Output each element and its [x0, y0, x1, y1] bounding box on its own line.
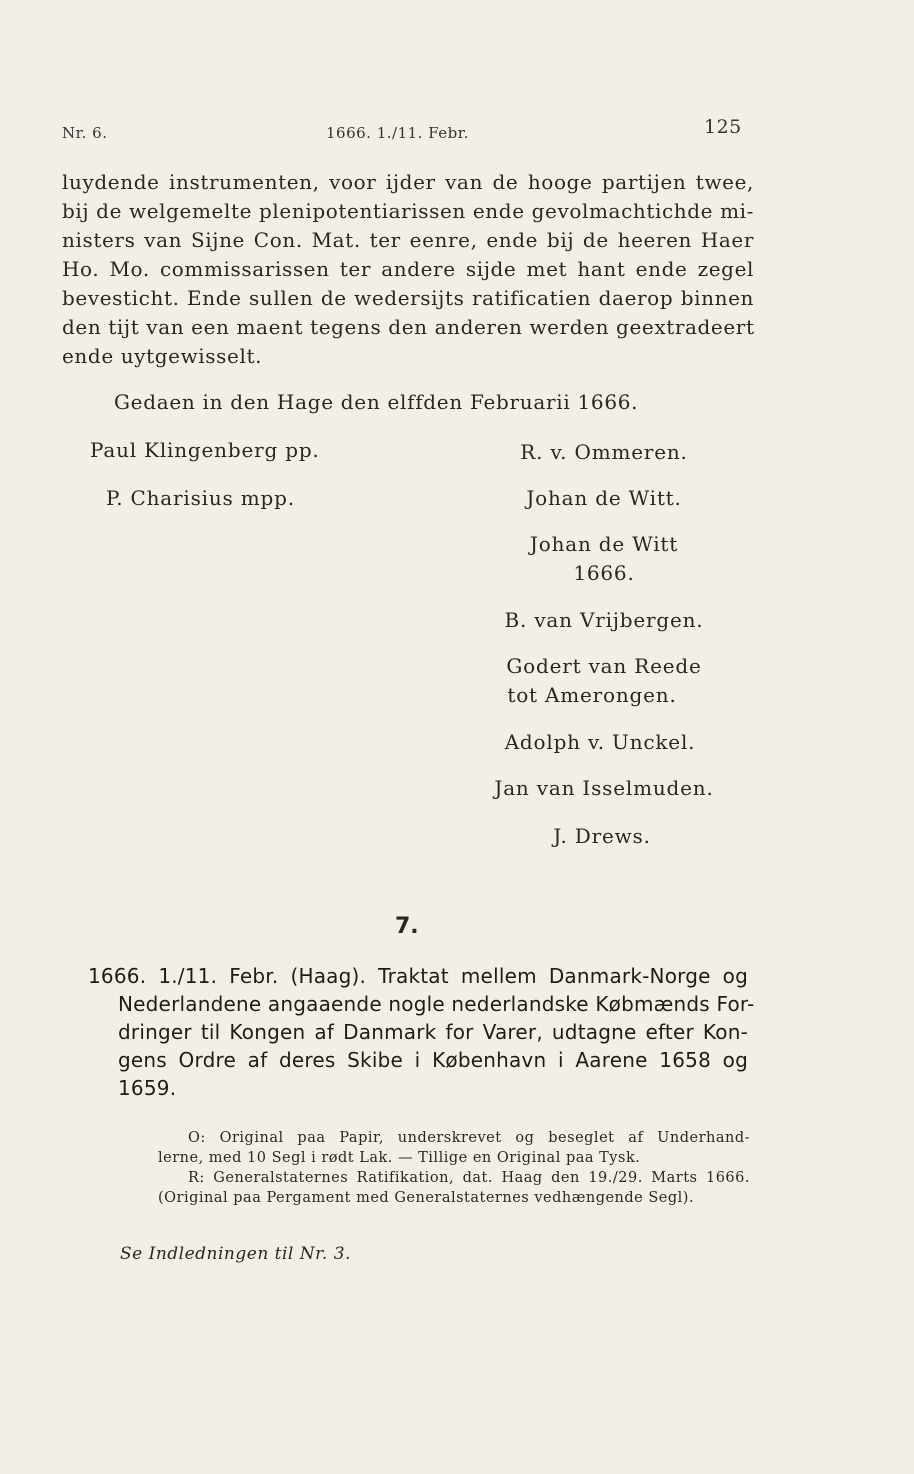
source-notes — [158, 1128, 750, 1208]
header-date: 1666. 1./11. Febr. — [326, 124, 470, 142]
summary-line: 1666. 1./11. Febr. (Haag). Traktat mellem Danmark-Norge og — [88, 964, 748, 988]
section-number: 7. — [395, 914, 419, 939]
note-line: R: Generalstaternes Ratifikation, dat. Haag den 19./29. Marts 1666. — [188, 1170, 750, 1186]
paragraph-line: luydende instrumenten, voor ijder van de hooge partijen twee, — [62, 170, 754, 194]
summary-line: dringer til Kongen af Danmark for Varer, udtagne efter Kon- — [118, 1020, 748, 1044]
cross-reference: Se Indledningen til Nr. 3. — [120, 1244, 351, 1264]
section-summary — [88, 962, 755, 1102]
summary-line: gens Ordre af deres Skibe i København i Aarene 1658 og — [118, 1048, 748, 1072]
signature-right: Jan van Isselmuden. — [494, 776, 714, 800]
treaty-paragraph — [62, 168, 754, 371]
signature-right: 1666. — [573, 561, 635, 585]
paragraph-line: bij de welgemelte plenipotentiarissen ende gevolmachtichde mi- — [62, 199, 754, 223]
signature-right: Adolph v. Unckel. — [504, 730, 696, 754]
header-document-number: Nr. 6. — [62, 124, 108, 142]
signature-right: R. v. Ommeren. — [520, 440, 688, 464]
paragraph-line: ende uytgewisselt. — [62, 344, 263, 368]
note-line: lerne, med 10 Segl i rødt Lak. — Tillige en Original paa Tysk. — [158, 1150, 641, 1166]
signature-right: J. Drews. — [553, 824, 651, 848]
summary-line: 1659. — [118, 1076, 177, 1100]
page-number: 125 — [704, 116, 742, 138]
paragraph-line: Ho. Mo. commissarissen ter andere sijde met hant ende zegel — [62, 257, 754, 281]
signature-left: Paul Klingenberg pp. — [90, 438, 320, 462]
paragraph-line: nisters van Sijne Con. Mat. ter eenre, ende bij de heeren Haer — [62, 228, 754, 252]
signature-right: B. van Vrijbergen. — [504, 608, 704, 632]
note-line: (Original paa Pergament med Generalstaternes vedhængende Segl). — [158, 1190, 695, 1206]
signature-left: P. Charisius mpp. — [106, 486, 295, 510]
signature-right: Johan de Witt. — [526, 486, 682, 510]
signature-right: Godert van Reede — [506, 654, 702, 678]
signature-right: Johan de Witt — [529, 532, 679, 556]
dated-line: Gedaen in den Hage den elffden Februarii 1666. — [114, 390, 639, 414]
summary-line: Nederlandene angaaende nogle nederlandske Købmænds For- — [118, 992, 755, 1016]
note-line: O: Original paa Papir, underskrevet og beseglet af Underhand- — [188, 1130, 750, 1146]
signature-right: tot Amerongen. — [507, 683, 677, 707]
paragraph-line: bevesticht. Ende sullen de wedersijts ratificatien daerop binnen — [62, 286, 754, 310]
paragraph-line: den tijt van een maent tegens den anderen werden geextradeert — [62, 315, 755, 339]
